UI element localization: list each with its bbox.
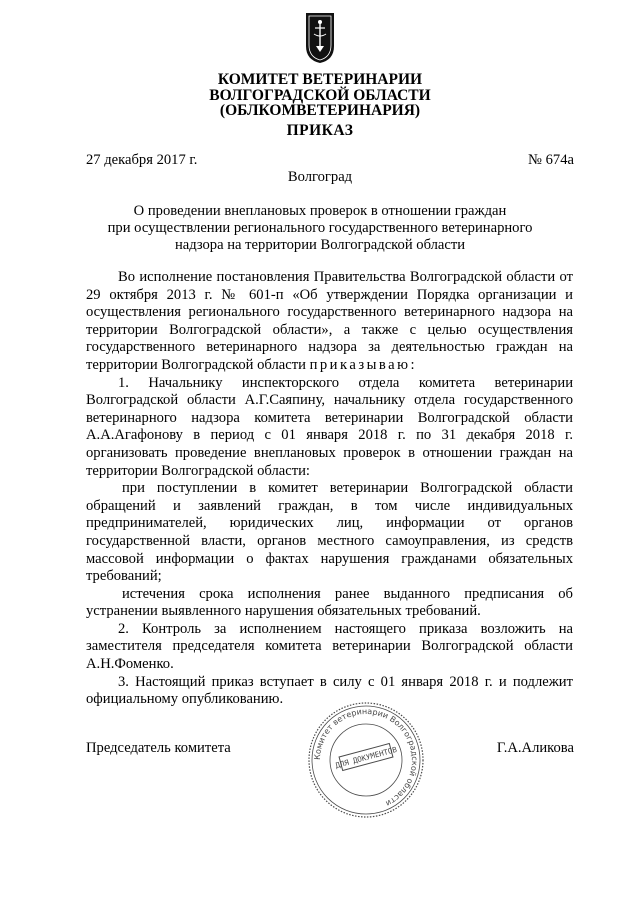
- item-1-case-2: истечения срока исполнения ранее выданного предписания об устранении выявленного нарушения обязательных требований.: [86, 585, 573, 620]
- org-line-3: (ОБЛКОМВЕТЕРИНАРИЯ): [219, 102, 421, 119]
- document-body: [86, 269, 573, 709]
- stamp-seal: [306, 700, 426, 820]
- item-1: 1. Начальнику инспекторского отдела комитета ветеринарии Волгоградской области А.Г.Саяпину, начальнику отдела государственного ветеринарного надзора комитета ветеринарии Волгоградской области А.А.Агафонову в период с 01 января 2018 г. по 31 декабря 2018 г. организовать проведение внеплановых проверок в отношении граждан на территории Волгоградской области:: [86, 374, 573, 479]
- item-2: 2. Контроль за исполнением настоящего приказа возложить на заместителя председателя комитета ветеринарии Волгоградской области А.Н.Фоменко.: [86, 620, 573, 673]
- stamp-ring-tspan: Комитет ветеринарии Волгоградской области: [312, 706, 420, 809]
- intro-text: Во исполнение постановления Правительства Волгоградской области от 29 октября 2013 г. № 601-п «Об утверждении Порядка организации и осуществления регионального государственного ветеринарного надзора на территории Волгоградской области», а также с целью осуществления государственного ветеринарного надзора за деятельностью граждан на территории Волгоградской области: [86, 269, 573, 373]
- subject-line-1: О проведении внеплановых проверок в отношении граждан: [133, 203, 507, 219]
- stamp-center-text: ДЛЯ ДОКУМЕНТОВ: [334, 744, 398, 771]
- subject-line-2: при осуществлении регионального государственного ветеринарного: [107, 220, 533, 236]
- subject-line-3: надзора на территории Волгоградской области: [174, 237, 466, 253]
- item-3: 3. Настоящий приказ вступает в силу с 01 января 2018 г. и подлежит официальному опубликованию.: [86, 673, 573, 708]
- document-date: 27 декабря 2017 г.: [86, 152, 198, 168]
- document-number: № 674а: [528, 152, 574, 168]
- document-subject: [0, 203, 640, 254]
- signatory-position: Председатель комитета: [86, 740, 231, 756]
- document-type: ПРИКАЗ: [286, 122, 354, 139]
- signatory-name: Г.А.Аликова: [496, 740, 574, 756]
- coat-of-arms-icon: [304, 12, 336, 64]
- org-line-1: КОМИТЕТ ВЕТЕРИНАРИИ: [217, 71, 423, 88]
- organization-name: [0, 72, 640, 119]
- org-line-2: ВОЛГОГРАДСКОЙ ОБЛАСТИ: [209, 86, 431, 104]
- order-word: приказываю:: [309, 356, 418, 373]
- document-city: Волгоград: [287, 169, 353, 185]
- item-1-case-1: при поступлении в комитет ветеринарии Волгоградской области обращений и заявлений граждан, в том числе индивидуальных предпринимателей, юридических лиц, информации от органов государственной власти, органов местного самоуправления, из средств массовой информации о фактах нарушения гражданами обязательных требований;: [86, 480, 573, 585]
- intro-paragraph: [86, 269, 573, 375]
